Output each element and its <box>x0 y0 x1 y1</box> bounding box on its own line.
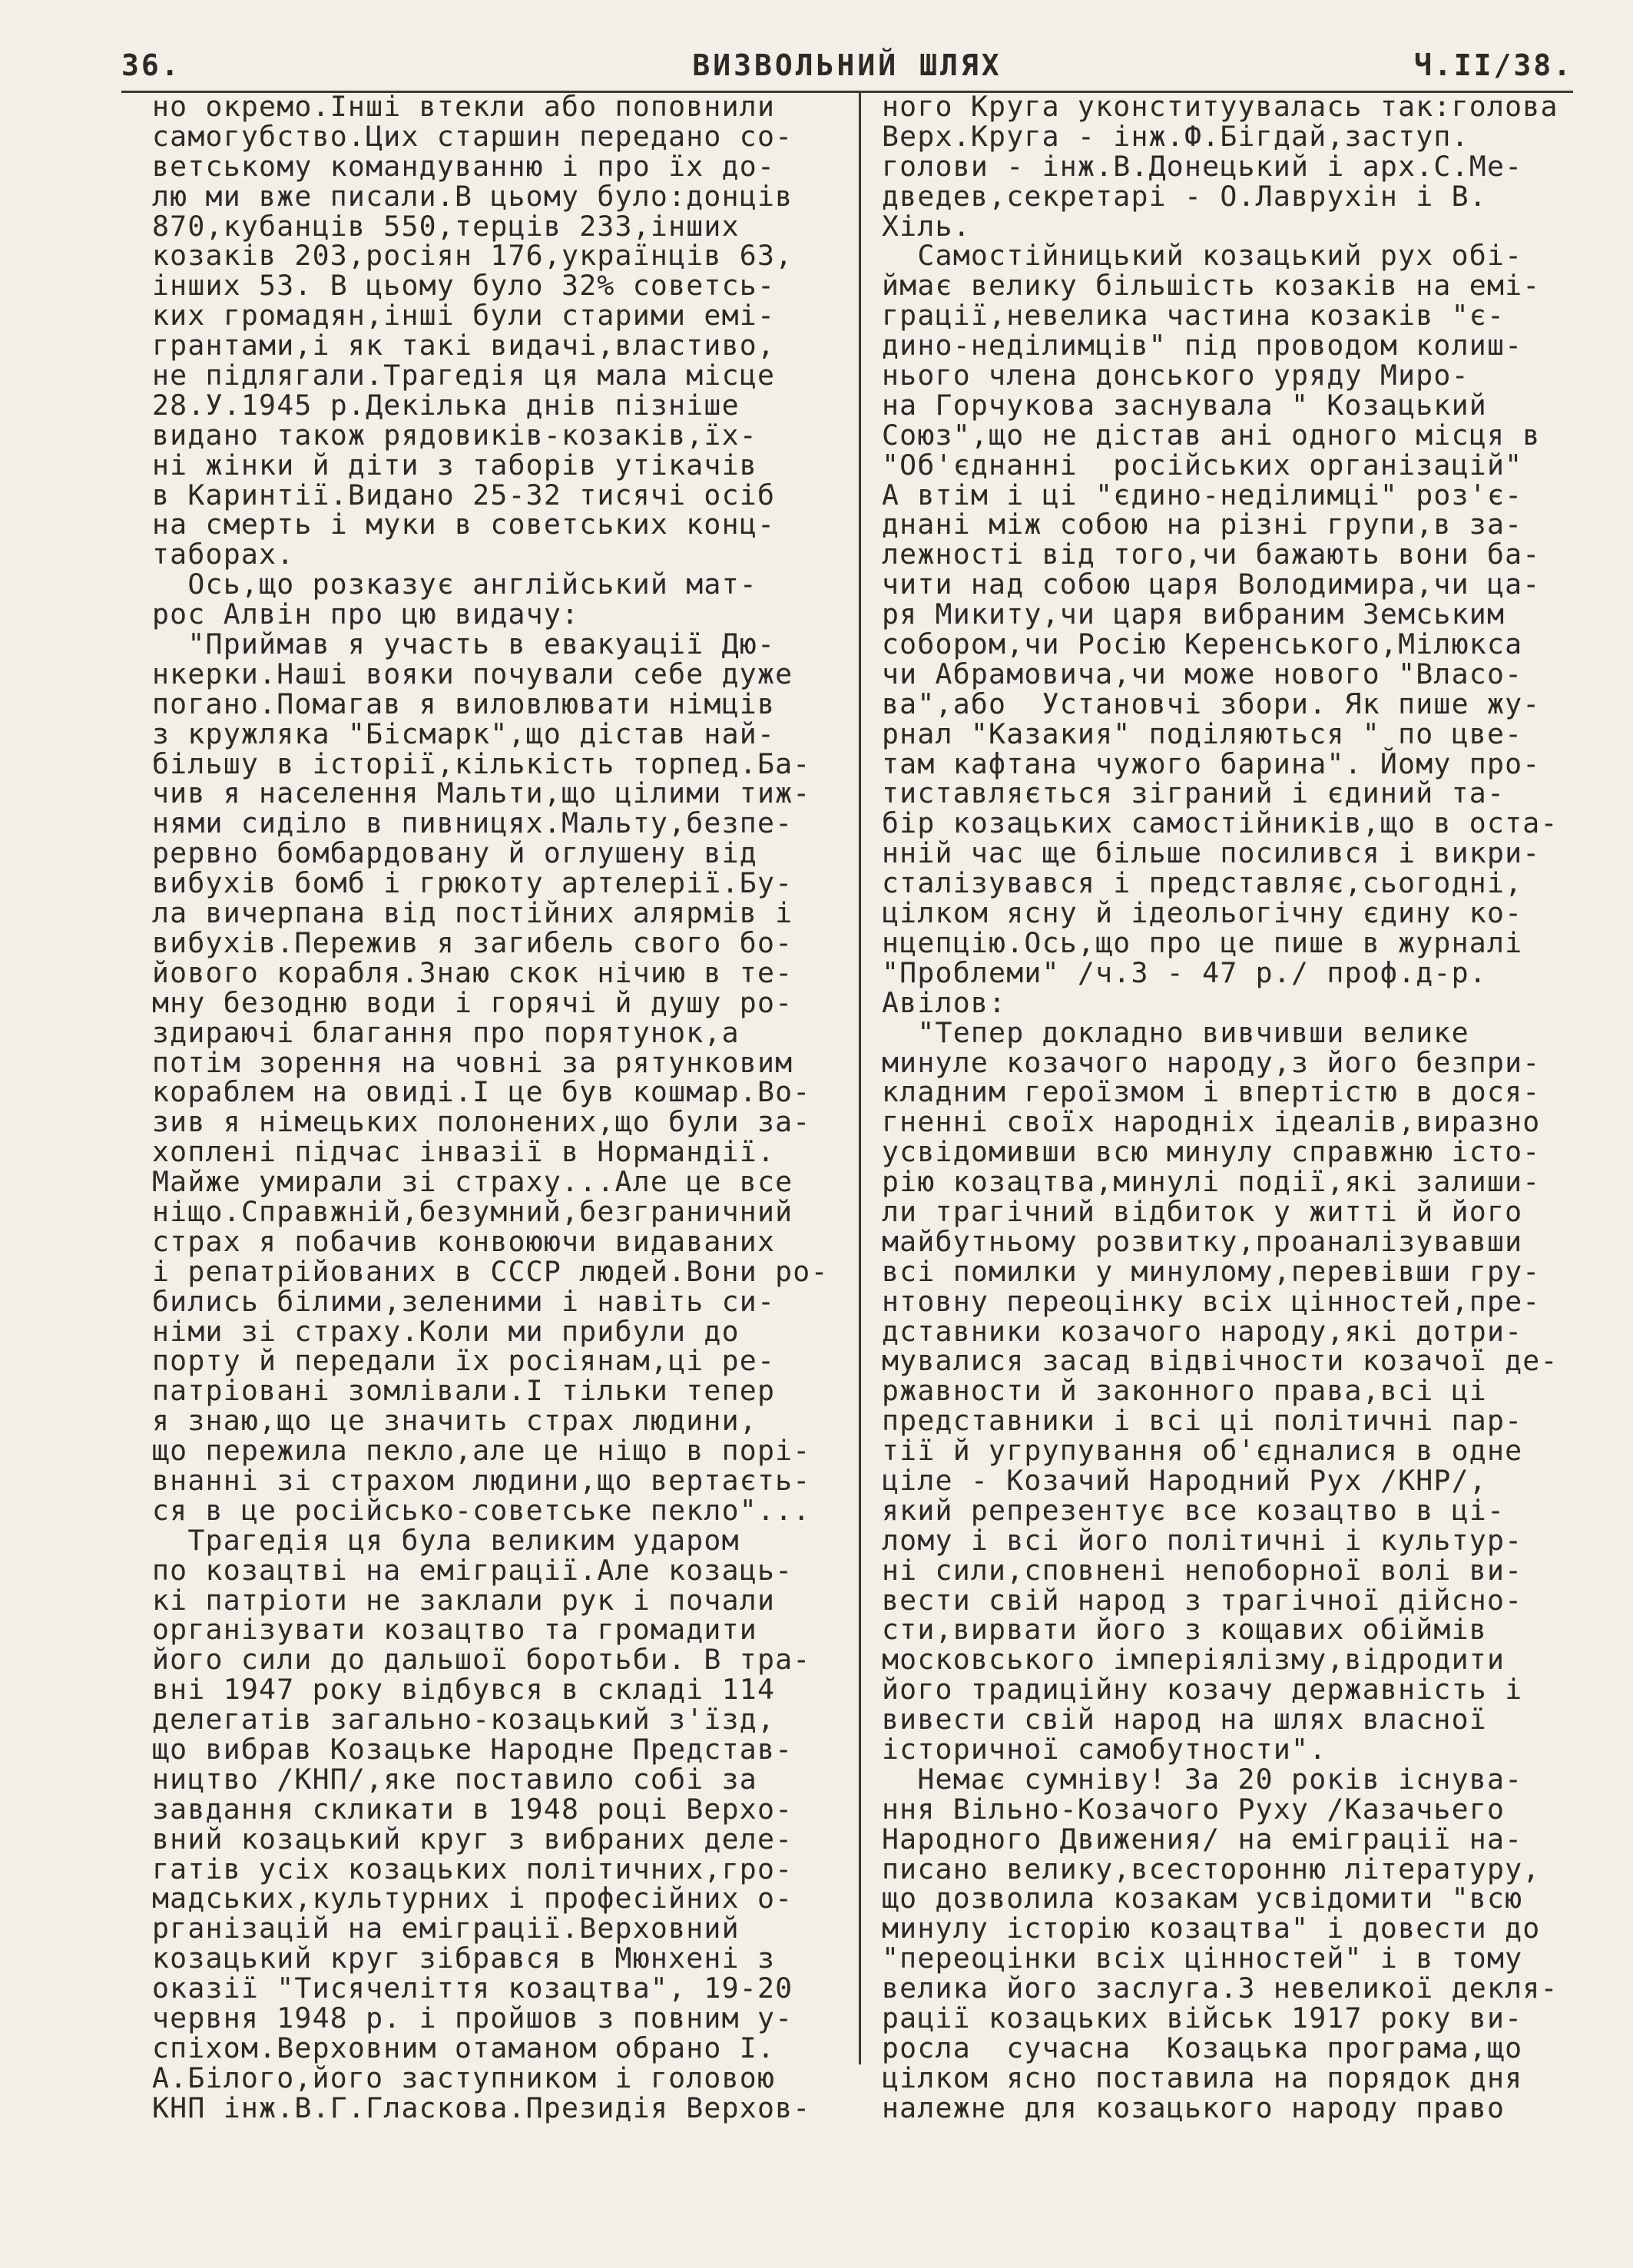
text-line: видано також рядовиків-козаків,їх- <box>152 418 757 452</box>
text-line: 28.У.1945 р.Декілька днів пізніше <box>152 388 740 422</box>
text-line: кладним героїзмом і впертістю в дося- <box>882 1075 1541 1109</box>
text-line: нього члена донського уряду Миро- <box>882 359 1469 392</box>
text-line: ва",або Установчі збори. Як пише жу- <box>882 687 1541 720</box>
text-line: представники і всі ці політичні пар- <box>882 1404 1523 1438</box>
text-line: вибухів бомб і грюкоту артелерії.Бу- <box>152 866 793 900</box>
text-line: делегатів загально-козацький з'їзд, <box>152 1703 776 1737</box>
text-line: сталізувався і представляє,сьогодні, <box>882 866 1523 900</box>
text-line: ні жінки й діти з таборів утікачів <box>152 448 757 482</box>
text-line: по козацтві на еміграції.Але козаць- <box>152 1553 793 1587</box>
text-line: Самостійницький козацький рух обі- <box>882 239 1523 273</box>
text-line: самогубство.Цих старшин передано со- <box>152 119 793 153</box>
text-line: що дозволила козакам усвідомити "всю <box>882 1882 1523 1915</box>
text-line: вний козацький круг з вибраних деле- <box>152 1822 793 1856</box>
text-line: сти,вирвати його з кощавих обіймів <box>882 1613 1487 1647</box>
text-line: тиставляється зіграний і єдиний та- <box>882 776 1505 810</box>
text-line: ні сили,сповнені непоборної волі ви- <box>882 1553 1523 1587</box>
text-line: в Каринтії.Видано 25-32 тисячі осіб <box>152 478 776 512</box>
text-line: ких громадян,інші були старими емі- <box>152 299 776 333</box>
text-line: лежності від того,чи бажають вони ба- <box>882 538 1541 571</box>
text-line: нкерки.Наші вояки почували себе дуже <box>152 657 793 690</box>
text-line: ли трагічний відбиток у житті й його <box>882 1194 1523 1228</box>
text-line: голови - інж.В.Донецький і арх.С.Ме- <box>882 149 1523 183</box>
text-line: "Проблеми" /ч.3 - 47 р./ проф.д-р. <box>882 955 1487 989</box>
text-line: зив я німецьких полонених,що були за- <box>152 1105 811 1139</box>
right-text-column <box>882 92 1588 2124</box>
text-line: я знаю,що це значить страх людини, <box>152 1404 757 1438</box>
text-line: ла вичерпана від постійних алярмів і <box>152 896 793 930</box>
text-line: мадських,культурних і професійних о- <box>152 1882 793 1915</box>
text-line: грації,невелика частина козаків "є- <box>882 299 1505 333</box>
text-line: нній час ще більше посилився і викри- <box>882 836 1541 870</box>
text-line: що вибрав Козацьке Народне Представ- <box>152 1732 793 1766</box>
text-line: писано велику,всесторонню літературу, <box>882 1852 1541 1886</box>
left-text-column <box>152 92 843 2124</box>
column-divider <box>859 91 861 2064</box>
text-line: рервно бомбардовану й оглушену від <box>152 836 757 870</box>
text-line: Авілов: <box>882 985 1007 1019</box>
text-line: що пережила пекло,але це ніщо в порі- <box>152 1434 811 1468</box>
text-line: ніщо.Справжній,безумний,безграничний <box>152 1194 793 1228</box>
text-line: грантами,і як такі видачі,властиво, <box>152 329 776 363</box>
text-line: Народного Движения/ на еміграції на- <box>882 1822 1523 1856</box>
text-line: "Приймав я участь в евакуації Дю- <box>152 627 776 661</box>
text-line: потім зорення на човні за рятунковим <box>152 1045 793 1079</box>
issue-number: Ч.II/38. <box>1413 48 1573 82</box>
text-line: ржавности й законного права,всі ці <box>882 1374 1487 1408</box>
text-line: цілком ясно поставила на порядок дня <box>882 2061 1523 2094</box>
text-line: рації козацьких військ 1917 року ви- <box>882 2001 1523 2035</box>
text-line: ся в це російсько-советське пекло"... <box>152 1493 811 1527</box>
page-number: 36. <box>121 48 181 82</box>
text-line: цілком ясну й ідеольогічну єдину ко- <box>882 896 1523 930</box>
text-line: ництво /КНП/,яке поставило собі за <box>152 1762 757 1796</box>
text-line: вні 1947 року відбувся в складі 114 <box>152 1673 776 1707</box>
text-line: з кружляка "Бісмарк",що дістав най- <box>152 717 776 750</box>
text-line: усвідомивши всю минулу справжню істо- <box>882 1135 1541 1169</box>
text-line: тії й угрупування об'єдналися в одне <box>882 1434 1523 1468</box>
text-line: ветському командуванню і про їх до- <box>152 149 776 183</box>
text-line: козацький круг зібрався в Мюнхені з <box>152 1942 776 1975</box>
text-line: чи Абрамовича,чи може нового "Власо- <box>882 657 1523 690</box>
text-line: козаків 203,росіян 176,українців 63, <box>152 239 793 273</box>
text-line: дино-неділимців" під проводом колиш- <box>882 329 1523 363</box>
text-line: хоплені підчас інвазії в Нормандії. <box>152 1135 776 1169</box>
text-line: дведев,секретарі - О.Лаврухін і В. <box>882 179 1487 213</box>
text-line: нтовну переоцінку всіх цінностей,пре- <box>882 1284 1541 1318</box>
text-line: який репрезентує все козацтво в ці- <box>882 1493 1505 1527</box>
text-line: ціле - Козачий Народний Рух /КНР/, <box>882 1463 1487 1497</box>
text-line: вести свій народ з трагічної дійсно- <box>882 1583 1523 1617</box>
text-line: його традиційну козачу державність і <box>882 1673 1523 1707</box>
text-line: внанні зі страхом людини,що вертаєть- <box>152 1463 811 1497</box>
text-line: таборах. <box>152 538 295 571</box>
text-line: Майже умирали зі страху...Але це все <box>152 1165 793 1199</box>
text-line: червня 1948 р. і пройшов з повним у- <box>152 2001 793 2035</box>
text-line: ного Круга уконституувалась так:голова <box>882 90 1558 123</box>
text-line: рос Алвін про цю видачу: <box>152 598 580 631</box>
text-line: порту й передали їх росіянам,ці ре- <box>152 1344 776 1378</box>
text-line: Трагедія ця була великим ударом <box>152 1523 740 1557</box>
text-line: ння Вільно-Козачого Руху /Казачьего <box>882 1792 1505 1826</box>
text-line: вивести свій народ на шлях власної <box>882 1703 1487 1737</box>
text-line: минуле козачого народу,з його безпри- <box>882 1045 1541 1079</box>
text-line: дставники козачого народу,які дотри- <box>882 1314 1523 1348</box>
text-line: Ось,що розказує англійський мат- <box>152 568 757 601</box>
text-line: німи зі страху.Коли ми прибули до <box>152 1314 740 1348</box>
text-line: здираючі благання про порятунок,а <box>152 1015 740 1049</box>
text-line: гатів усіх козацьких політичних,гро- <box>152 1852 793 1886</box>
text-line: "Об'єднанні російських організацій" <box>882 448 1523 482</box>
text-line: Союз",що не дістав ані одного місця в <box>882 418 1541 452</box>
text-line: інших 53. В цьому було 32% советсь- <box>152 269 776 303</box>
text-line: погано.Помагав я виловлювати німців <box>152 687 776 720</box>
text-line: майбутньому розвитку,проаналізувавши <box>882 1224 1523 1258</box>
text-line: нями сиділо в пивницях.Мальту,безпе- <box>152 806 793 840</box>
text-line: всі помилки у минулому,перевівши гру- <box>882 1254 1541 1288</box>
text-line: лому і всі його політичні і культур- <box>882 1523 1523 1557</box>
text-line: патріовані зомлівали.І тільки тепер <box>152 1374 776 1408</box>
text-line: собором,чи Росію Керенського,Мілюкса <box>882 627 1523 661</box>
text-line: но окремо.Інші втекли або поповнили <box>152 90 776 123</box>
text-line: велика його заслуга.З невеликої декля- <box>882 1972 1558 2005</box>
text-line: росла сучасна Козацька програма,що <box>882 2031 1523 2064</box>
text-line: вибухів.Пережив я загибель свого бо- <box>152 925 793 959</box>
text-line: КНП інж.В.Г.Гласкова.Президія Верхов- <box>152 2091 811 2124</box>
text-line: бір козацьких самостійників,що в оста- <box>882 806 1558 840</box>
text-line: кораблем на овиді.І це був кошмар.Во- <box>152 1075 811 1109</box>
text-line: А.Білого,його заступником і головою <box>152 2061 776 2094</box>
text-line: і репатрійованих в СССР людей.Вони ро- <box>152 1254 829 1288</box>
text-line: завдання скликати в 1948 році Верхо- <box>152 1792 793 1826</box>
text-line: організувати козацтво та громадити <box>152 1613 757 1647</box>
text-line: оказії "Тисячеліття козацтва", 19-20 <box>152 1972 793 2005</box>
text-line: страх я побачив конвоюючи видаваних <box>152 1224 776 1258</box>
text-line: ймає велику більшість козаків на емі- <box>882 269 1541 303</box>
text-line: днані між собою на різні групи,в за- <box>882 508 1523 541</box>
text-line: на Горчукова заснувала " Козацький <box>882 388 1487 422</box>
text-line: гненні своїх народніх ідеалів,виразно <box>882 1105 1541 1139</box>
text-line: спіхом.Верховним отаманом обрано І. <box>152 2031 776 2064</box>
text-line: лю ми вже писали.В цьому було:донців <box>152 179 793 213</box>
text-line: його сили до дальшої боротьби. В тра- <box>152 1643 811 1677</box>
page-header <box>121 46 1573 93</box>
text-line: Хіль. <box>882 209 971 243</box>
text-line: ря Микиту,чи царя вибраним Земським <box>882 598 1505 631</box>
text-line: минулу історію козацтва" і довести до <box>882 1912 1541 1945</box>
text-line: 870,кубанців 550,терців 233,інших <box>152 209 740 243</box>
text-line: рію козацтва,минулі події,які залиши- <box>882 1165 1541 1199</box>
text-line: "Тепер докладно вивчивши велике <box>882 1015 1469 1049</box>
text-line: Верх.Круга - інж.Ф.Бігдай,заступ. <box>882 119 1469 153</box>
text-line: чити над собою царя Володимира,чи ца- <box>882 568 1541 601</box>
text-line: А втім і ці "єдино-неділимці" роз'є- <box>882 478 1523 512</box>
text-line: йового корабля.Знаю скок нічию в те- <box>152 955 793 989</box>
text-line: мну безодню води і горячі й душу ро- <box>152 985 793 1019</box>
text-line: історичної самобутности". <box>882 1732 1327 1766</box>
text-line: московського імперіялізму,відродити <box>882 1643 1505 1677</box>
text-line: на смерть і муки в советських конц- <box>152 508 776 541</box>
text-line: не підлягали.Трагедія ця мала місце <box>152 359 776 392</box>
text-line: нцепцію.Ось,що про це пише в журналі <box>882 925 1523 959</box>
text-line: рганізацій на еміграції.Верховний <box>152 1912 740 1945</box>
text-line: там кафтана чужого барина". Йому про- <box>882 747 1541 780</box>
journal-title: ВИЗВОЛЬНИЙ ШЛЯХ <box>692 48 1002 82</box>
text-line: Немає сумніву! За 20 років існува- <box>882 1762 1523 1796</box>
text-line: рнал "Казакия" поділяються " по цве- <box>882 717 1523 750</box>
text-line: чив я населення Мальти,що цілими тиж- <box>152 776 811 810</box>
text-line: більшу в історії,кількість торпед.Ба- <box>152 747 811 780</box>
text-line: бились білими,зеленими і навіть си- <box>152 1284 776 1318</box>
text-line: "переоцінки всіх цінностей" і в тому <box>882 1942 1523 1975</box>
text-line: належне для козацького народу право <box>882 2091 1505 2124</box>
text-line: кі патріоти не заклали рук і почали <box>152 1583 776 1617</box>
text-line: мувалися засад відвічности козачої де- <box>882 1344 1558 1378</box>
